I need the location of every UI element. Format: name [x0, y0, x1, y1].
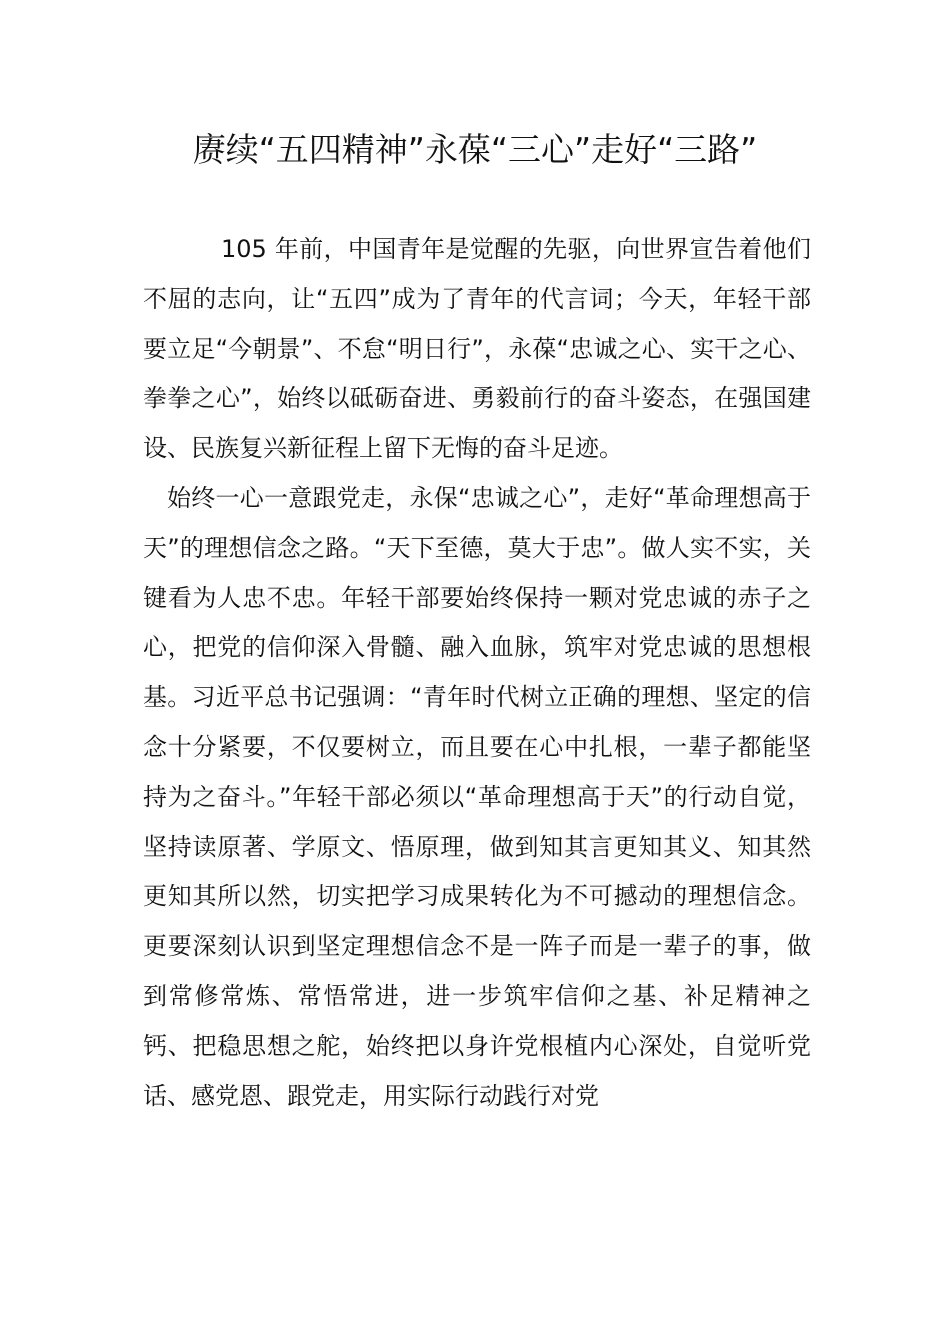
- document-body: [143, 225, 811, 1121]
- document-title: 赓续“五四精神”永葆“三心”走好“三路”: [192, 130, 758, 169]
- paragraph-intro: 105 年前，中国青年是觉醒的先驱，向世界宣告着他们不屈的志向，让“五四”成为了青年的代言词；今天，年轻干部要立足“今朝景”、不怠“明日行”，永葆“忠诚之心、实干之心、拳拳之心”，始终以砥砺奋进、勇毅前行的奋斗姿态，在强国建设、民族复兴新征程上留下无悔的奋斗足迹。: [143, 235, 811, 463]
- paragraph-loyalty: 始终一心一意跟党走，永保“忠诚之心”，走好“革命理想高于天”的理想信念之路。“天下至德，莫大于忠”。做人实不实，关键看为人忠不忠。年轻干部要始终保持一颗对党忠诚的赤子之心，把党的信仰深入骨髓、融入血脉，筑牢对党忠诚的思想根基。习近平总书记强调：“青年时代树立正确的理想、坚定的信念十分紧要，不仅要树立，而且要在心中扎根，一辈子都能坚持为之奋斗。”年轻干部必须以“革命理想高于天”的行动自觉，坚持读原著、学原文、悟原理，做到知其言更知其义、知其然更知其所以然，切实把学习成果转化为不可撼动的理想信念。更要深刻认识到坚定理想信念不是一阵子而是一辈子的事，做到常修常炼、常悟常进，进一步筑牢信仰之基、补足精神之钙、把稳思想之舵，始终把以身许党根植内心深处，自觉听党话、感党恩、跟党走，用实际行动践行对党: [143, 483, 811, 1110]
